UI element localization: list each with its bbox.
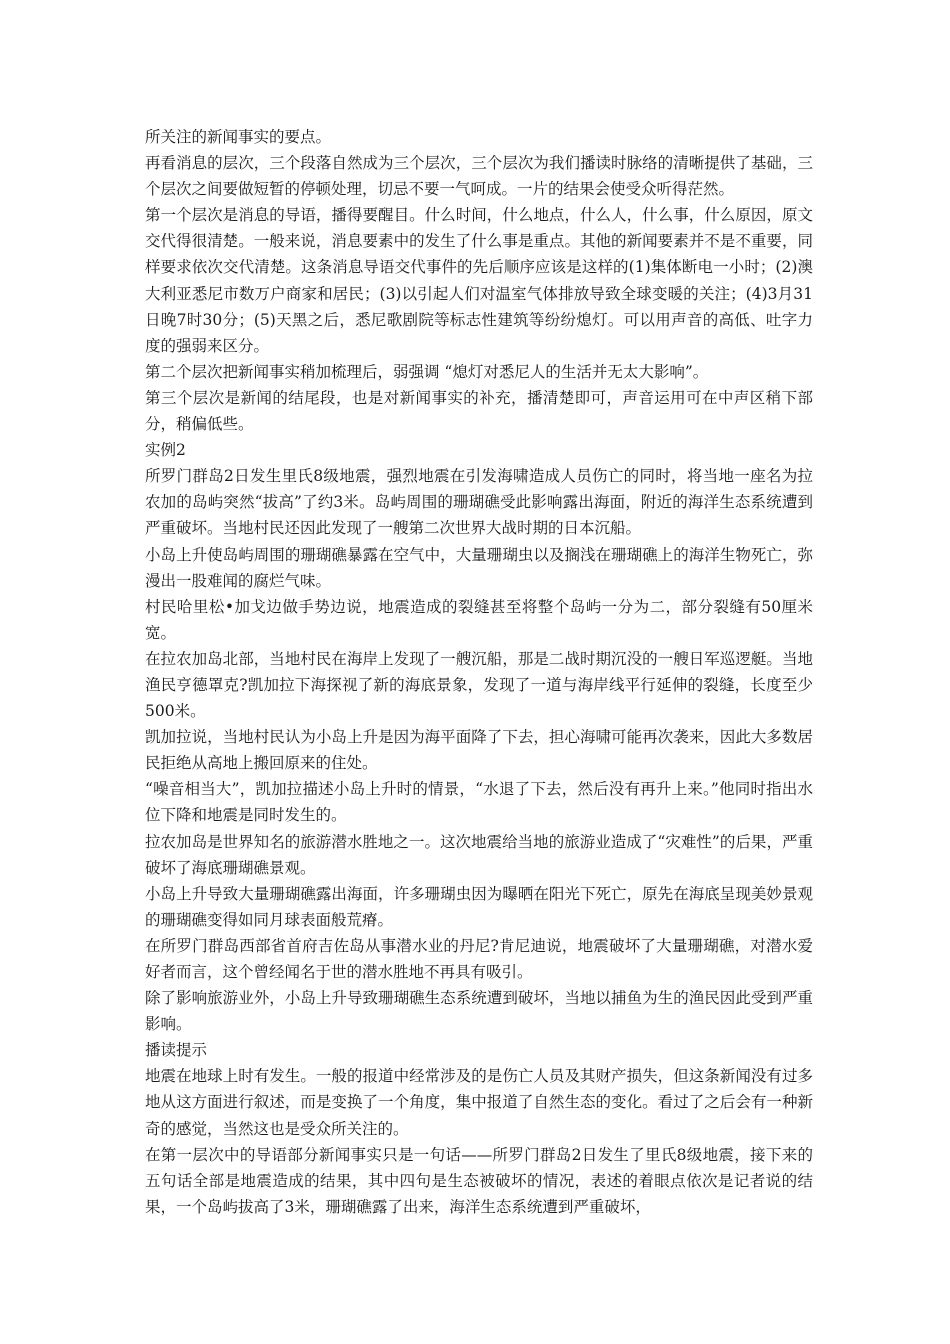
paragraph: 第二个层次把新闻事实稍加梳理后，弱强调 “熄灯对悉尼人的生活并无太大影响”。: [145, 362, 709, 381]
document-body: [145, 124, 813, 1220]
paragraph: 在第一层次中的导语部分新闻事实只是一句话——所罗门群岛2日发生了里氏8级地震，接下来的五句话全部是地震造成的结果，其中四句是生态被破坏的情况，表述的着眼点依次是记者说的结果，一个岛屿拔高了3米，珊瑚礁露了出来，海洋生态系统遭到严重破坏，: [145, 1145, 813, 1216]
paragraph: 在拉农加岛北部，当地村民在海岸上发现了一艘沉船，那是二战时期沉没的一艘日军巡逻艇。当地渔民亨德罩克?凯加拉下海探视了新的海底景象，发现了一道与海岸线平行延伸的裂缝，长度至少500米。: [145, 649, 813, 721]
paragraph: “噪音相当大”，凯加拉描述小岛上升时的情景，“水退了下去，然后没有再升上来。”他同时指出水位下降和地震是同时发生的。: [145, 780, 813, 825]
paragraph: 再看消息的层次，三个段落自然成为三个层次，三个层次为我们播读时脉络的清晰提供了基础，三个层次之间要做短暂的停顿处理，切忌不要一气呵成。一片的结果会使受众听得茫然。: [145, 154, 813, 199]
paragraph: 拉农加岛是世界知名的旅游潜水胜地之一。这次地震给当地的旅游业造成了“灾难性”的后果，严重破坏了海底珊瑚礁景观。: [145, 832, 813, 877]
paragraph: 村民哈里松•加戈边做手势边说，地震造成的裂缝甚至将整个岛屿一分为二，部分裂缝有50厘米宽。: [145, 597, 813, 642]
paragraph: 地震在地球上时有发生。一般的报道中经常涉及的是伤亡人员及其财产损失，但这条新闻没有过多地从这方面进行叙述，而是变换了一个角度，集中报道了自然生态的变化。看过了之后会有一种新奇的感觉，当然这也是受众所关注的。: [145, 1067, 813, 1138]
paragraph: 第三个层次是新闻的结尾段，也是对新闻事实的补充，播清楚即可，声音运用可在中声区稍下部分，稍偏低些。: [145, 388, 813, 434]
paragraph: 所罗门群岛2日发生里氏8级地震，强烈地震在引发海啸造成人员伤亡的同时，将当地一座名为拉农加的岛屿突然“拔高”了约3米。岛屿周围的珊瑚礁受此影响露出海面，附近的海洋生态系统遭到严重破坏。当地村民还因此发现了一艘第二次世界大战时期的日本沉船。: [145, 467, 813, 538]
paragraph: 小岛上升导致大量珊瑚礁露出海面，许多珊瑚虫因为曝晒在阳光下死亡，原先在海底呈现美妙景观的珊瑚礁变得如同月球表面般荒瘠。: [145, 884, 813, 929]
paragraph: 在所罗门群岛西部省首府吉佐岛从事潜水业的丹尼?肯尼迪说，地震破坏了大量珊瑚礁，对潜水爱好者而言，这个曾经闻名于世的潜水胜地不再具有吸引。: [145, 936, 813, 981]
paragraph: 所关注的新闻事实的要点。: [145, 128, 332, 146]
section-heading: 实例2: [145, 441, 186, 460]
paragraph: 第一个层次是消息的导语，播得要醒目。什么时间，什么地点，什么人，什么事，什么原因，原文交代得很清楚。一般来说，消息要素中的发生了什么事是重点。其他的新闻要素并不是不重要，同样要求依次交代清楚。这条消息导语交代事件的先后顺序应该是这样的(1)集体断电一小时；(2)澳大利亚悉尼市数万户商家和居民；(3)以引起人们对温室气体排放导致全球变暖的关注；(4)3月31日晚7时30分；(5)天黑之后，悉尼歌剧院等标志性建筑等纷纷熄灯。可以用声音的高低、吐字力度的强弱来区分。: [145, 206, 813, 355]
paragraph: 凯加拉说，当地村民认为小岛上升是因为海平面降了下去，担心海啸可能再次袭来，因此大多数居民拒绝从高地上搬回原来的住处。: [145, 728, 813, 773]
paragraph: 小岛上升使岛屿周围的珊瑚礁暴露在空气中，大量珊瑚虫以及搁浅在珊瑚礁上的海洋生物死亡，弥漫出一股难闻的腐烂气味。: [145, 545, 813, 590]
paragraph: 除了影响旅游业外，小岛上升导致珊瑚礁生态系统遭到破坏，当地以捕鱼为生的渔民因此受到严重影响。: [145, 989, 813, 1034]
section-heading: 播读提示: [145, 1041, 208, 1060]
